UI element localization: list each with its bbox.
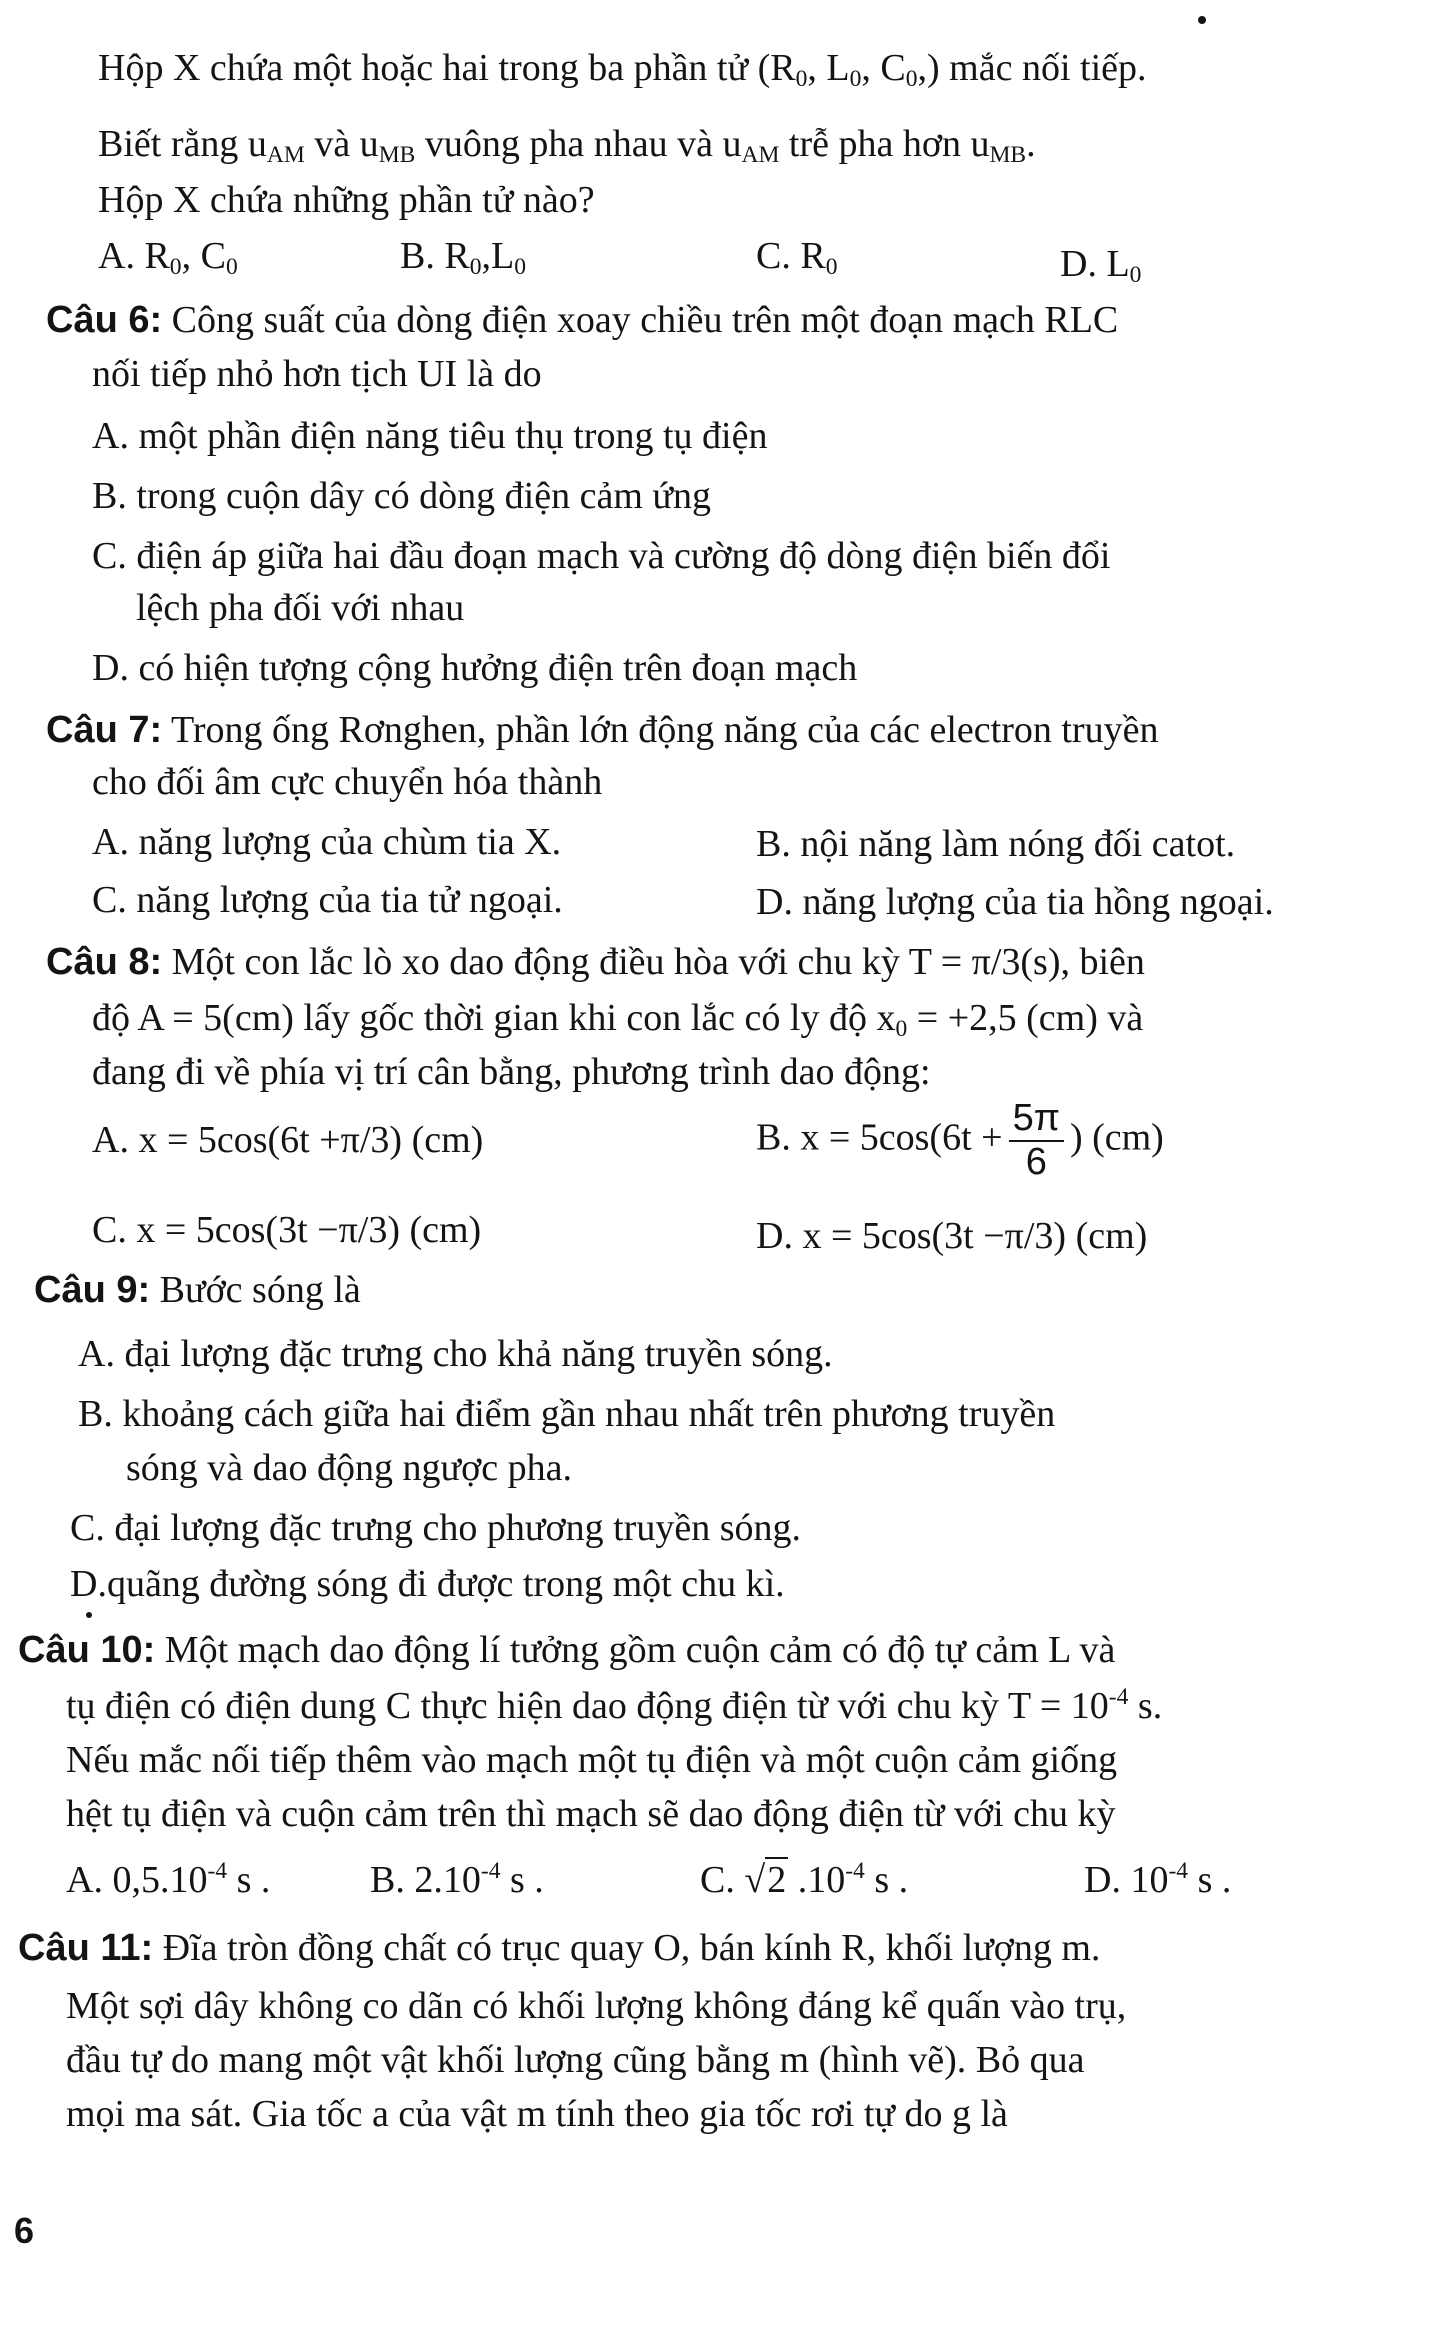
q8-option-d: D. x = 5cos(3t −π/3) (cm) [756, 1215, 1148, 1257]
q5-line-1: Hộp X chứa một hoặc hai trong ba phần tử ($R_0$, $L_0$, $C_0$,) mắc nối tiếp. [98, 47, 1147, 92]
q10-option-b: B. $2.10^{-4}$ s . [370, 1857, 544, 1901]
q10-option-d: D. $10^{-4}$ s . [1084, 1857, 1232, 1901]
q9-option-c: C. đại lượng đặc trưng cho phương truyền sóng. [70, 1507, 801, 1549]
q8-stem-line-3: đang đi về phía vị trí cân bằng, phương trình dao động: [92, 1051, 931, 1093]
q10-stem-line-4: hệt tụ điện và cuộn cảm trên thì mạch sẽ dao động điện từ với chu kỳ [66, 1793, 1116, 1835]
q7-option-b: B. nội năng làm nóng đối catot. [756, 823, 1236, 865]
q11-stem-line-3: đầu tự do mang một vật khối lượng cũng bằng m (hình vẽ). Bỏ qua [66, 2039, 1085, 2081]
q5-option-b: B. $R_0,L_0$ [400, 235, 526, 280]
ink-dot-decoration [86, 1612, 92, 1618]
q7-option-d: D. năng lượng của tia hồng ngoại. [756, 881, 1274, 923]
q6-label: Câu 6: [46, 299, 163, 341]
q8-label: Câu 8: [46, 941, 163, 983]
q5-line-3: Hộp X chứa những phần tử nào? [98, 179, 595, 221]
q6-option-c-line-2: lệch pha đối với nhau [136, 587, 465, 629]
q7-stem-line-1: Câu 7: Trong ống Rơnghen, phần lớn động năng của các electron truyền [46, 709, 1159, 751]
q5-option-a: A. $R_0$, $C_0$ [98, 235, 238, 280]
q8-stem-line-2: độ A = 5(cm) lấy gốc thời gian khi con lắc có ly độ $x_0 = +2,5$ (cm) và [92, 997, 1144, 1042]
q10-label: Câu 10: [18, 1629, 156, 1671]
q8-option-c: C. x = 5cos(3t −π/3) (cm) [92, 1209, 482, 1251]
q8-option-a: A. x = 5cos(6t +π/3) (cm) [92, 1119, 484, 1161]
q9-option-a: A. đại lượng đặc trưng cho khả năng truyền sóng. [78, 1333, 833, 1375]
q9-label: Câu 9: [34, 1269, 151, 1311]
fraction-5pi-over-6: $\frac{5\pi}{6}$ [1009, 1098, 1064, 1184]
q11-label: Câu 11: [18, 1927, 154, 1969]
q6-stem-line-1: Câu 6: Công suất của dòng điện xoay chiều trên một đoạn mạch RLC [46, 299, 1119, 341]
q8-option-b: B. x = 5cos(6t + $\frac{5\pi}{6}$ ) (cm) [756, 1097, 1164, 1183]
q10-option-a: A. $0,5.10^{-4}$ s . [66, 1857, 271, 1901]
q11-stem-line-1: Câu 11: Đĩa tròn đồng chất có trục quay O, bán kính R, khối lượng m. [18, 1927, 1101, 1969]
q8-stem-line-1: Câu 8: Một con lắc lò xo dao động điều hòa với chu kỳ T = π/3(s), biên [46, 941, 1145, 983]
q7-label: Câu 7: [46, 709, 163, 751]
q11-stem-line-2: Một sợi dây không co dãn có khối lượng không đáng kể quấn vào trụ, [66, 1985, 1127, 2027]
q9-option-b-line-2: sóng và dao động ngược pha. [126, 1447, 572, 1489]
q5-option-c: C. $R_0$ [756, 235, 838, 280]
q5-line-2: Biết rằng $u_{AM}$ và $u_{MB}$ vuông pha nhau và $u_{AM}$ trễ pha hơn $u_{MB}$. [98, 123, 1036, 168]
q10-option-c: C. √2 $.10^{-4}$ s . [700, 1856, 908, 1905]
q9-option-d: D.quãng đường sóng đi được trong một chu kì. [70, 1563, 785, 1605]
q6-option-b: B. trong cuộn dây có dòng điện cảm ứng [92, 475, 711, 517]
square-root: √2 [744, 1859, 787, 1901]
q9-stem: Câu 9: Bước sóng là [34, 1269, 361, 1311]
q10-stem-line-3: Nếu mắc nối tiếp thêm vào mạch một tụ điện và một cuộn cảm giống [66, 1739, 1118, 1781]
q10-stem-line-2: tụ điện có điện dung C thực hiện dao động điện từ với chu kỳ $T = 10^{-4}$ s. [66, 1683, 1163, 1727]
q11-stem-line-4: mọi ma sát. Gia tốc a của vật m tính theo gia tốc rơi tự do g là [66, 2093, 1008, 2135]
q9-option-b-line-1: B. khoảng cách giữa hai điểm gần nhau nhất trên phương truyền [78, 1393, 1056, 1435]
page-number: 6 [14, 2210, 35, 2251]
q6-option-a: A. một phần điện năng tiêu thụ trong tụ điện [92, 415, 768, 457]
q7-option-a: A. năng lượng của chùm tia X. [92, 821, 562, 863]
q7-option-c: C. năng lượng của tia tử ngoại. [92, 879, 563, 921]
q7-stem-line-2: cho đối âm cực chuyển hóa thành [92, 761, 603, 803]
ink-dot-decoration [1198, 16, 1206, 24]
q6-stem-line-2: nối tiếp nhỏ hơn tịch UI là do [92, 353, 542, 395]
q6-option-d: D. có hiện tượng cộng hưởng điện trên đoạn mạch [92, 647, 858, 689]
q10-stem-line-1: Câu 10: Một mạch dao động lí tưởng gồm cuộn cảm có độ tự cảm L và [18, 1629, 1116, 1671]
q6-option-c-line-1: C. điện áp giữa hai đầu đoạn mạch và cường độ dòng điện biến đổi [92, 535, 1111, 577]
q5-option-d: D. $L_0$ [1060, 243, 1142, 288]
